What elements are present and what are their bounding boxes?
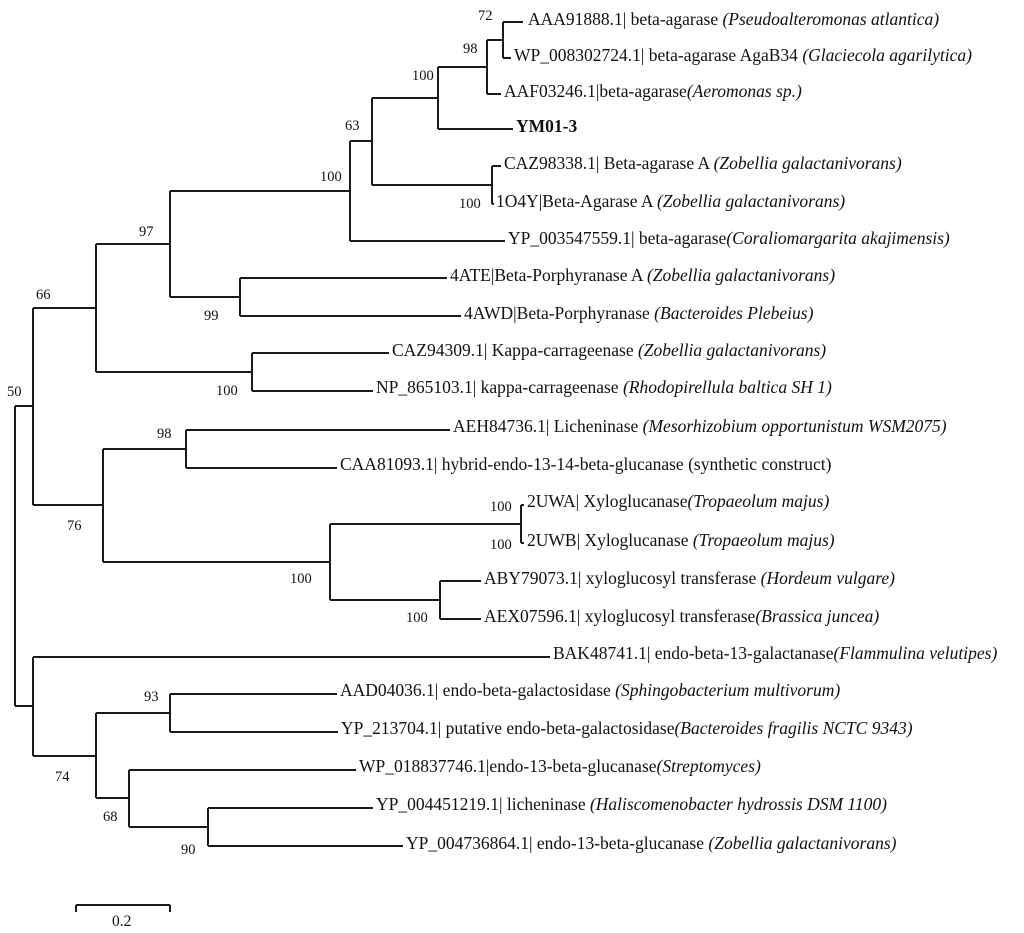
- taxon-label: [553, 645, 997, 663]
- taxon-label: [359, 758, 761, 776]
- taxon-species: (Pseudoalteromonas atlantica): [722, 9, 940, 29]
- taxon-name: Beta-agarase A: [599, 153, 710, 173]
- taxon-species: (Brassica juncea): [755, 606, 880, 626]
- taxon-species: (Flammulina velutipes): [833, 643, 998, 663]
- taxon-accession: WP_008302724.1|: [514, 45, 645, 65]
- taxon-accession: CAZ98338.1|: [504, 153, 600, 173]
- taxon-label: [464, 305, 813, 323]
- taxon-accession: AEH84736.1|: [453, 416, 550, 436]
- taxon-label-highlight: [516, 118, 577, 136]
- taxon-species: (Zobellia galactanivorans): [646, 265, 836, 285]
- taxon-species: (Tropaeolum majus): [687, 491, 830, 511]
- taxon-label: [392, 342, 826, 360]
- bootstrap-value: 63: [345, 118, 360, 134]
- bootstrap-value: 100: [459, 196, 481, 212]
- taxon-label: [406, 835, 897, 853]
- bootstrap-value: 100: [290, 571, 312, 587]
- bootstrap-value: 98: [463, 41, 478, 57]
- taxon-species: (Coraliomargarita akajimensis): [726, 228, 950, 248]
- taxon-accession: 2UWB|: [527, 530, 581, 550]
- taxon-label: [508, 230, 950, 248]
- taxon-accession: WP_018837746.1|endo-13-beta-glucanase: [359, 756, 657, 776]
- taxon-species: (Sphingobacterium multivorum): [615, 680, 841, 700]
- taxon-label: [514, 47, 972, 65]
- taxon-name: beta-agarase: [634, 228, 727, 248]
- taxon-accession: YM01-3: [516, 116, 578, 136]
- bootstrap-value: 100: [412, 68, 434, 84]
- taxon-name: endo-beta-13-galactanase: [650, 643, 834, 663]
- taxon-name: licheninase: [502, 794, 590, 814]
- taxon-accession: YP_004736864.1|: [406, 833, 533, 853]
- taxon-species: (Tropaeolum majus): [692, 530, 835, 550]
- taxon-name: xyloglucosyl transferase: [580, 606, 756, 626]
- taxon-accession: AAD04036.1|: [340, 680, 439, 700]
- scale-bar-label: 0.2: [112, 913, 132, 930]
- bootstrap-value: 50: [7, 384, 22, 400]
- bootstrap-value: 97: [139, 224, 154, 240]
- taxon-name: Licheninase: [549, 416, 643, 436]
- bootstrap-value: 98: [157, 426, 172, 442]
- taxon-label: [484, 608, 879, 626]
- taxon-name: xyloglucosyl transferase: [581, 568, 761, 588]
- taxon-label: [484, 570, 895, 588]
- taxon-accession: CAA81093.1|: [340, 454, 438, 474]
- taxon-label: [376, 379, 832, 397]
- taxon-name: endo-beta-galactosidase: [438, 680, 616, 700]
- bootstrap-value: 72: [478, 8, 493, 24]
- taxon-label: [527, 532, 835, 550]
- taxon-species: (Zobellia galactanivorans): [637, 340, 827, 360]
- taxon-label: [376, 796, 887, 814]
- bootstrap-value: 66: [36, 287, 51, 303]
- taxon-species: (Haliscomenobacter hydrossis DSM 1100): [589, 794, 887, 814]
- taxon-species: (Glaciecola agarilytica): [802, 45, 972, 65]
- taxon-accession: ABY79073.1|: [484, 568, 582, 588]
- taxon-label: [528, 11, 939, 29]
- bootstrap-value: 68: [103, 809, 118, 825]
- taxon-label: [504, 155, 902, 173]
- bootstrap-value: 100: [490, 499, 512, 515]
- bootstrap-value: 100: [490, 537, 512, 553]
- taxon-accession: BAK48741.1|: [553, 643, 651, 663]
- taxon-accession: YP_213704.1|: [341, 718, 442, 738]
- bootstrap-value: 100: [216, 383, 238, 399]
- taxon-label: [450, 267, 835, 285]
- bootstrap-value: 100: [406, 610, 428, 626]
- bootstrap-value: 90: [181, 842, 196, 858]
- bootstrap-value: 74: [55, 769, 70, 785]
- taxon-species: (Zobellia galactanivorans): [656, 191, 846, 211]
- taxon-label: [340, 456, 831, 474]
- taxon-species: (Mesorhizobium opportunistum WSM2075): [642, 416, 947, 436]
- taxon-name: Xyloglucanase: [580, 530, 693, 550]
- taxon-species: (Streptomyces): [656, 756, 761, 776]
- taxon-accession: 1O4Y|Beta-Agarase A: [496, 191, 653, 211]
- taxon-label: [340, 682, 840, 700]
- taxon-accession: AAF03246.1|beta-agarase: [504, 81, 687, 101]
- taxon-name: kappa-carrageenase: [476, 377, 623, 397]
- taxon-species: (Rhodopirellula baltica SH 1): [622, 377, 832, 397]
- taxon-species: (Aeromonas sp.): [686, 81, 802, 101]
- taxon-name: endo-13-beta-glucanase: [532, 833, 709, 853]
- taxon-name: Kappa-carrageenase: [487, 340, 638, 360]
- taxon-label: [527, 493, 829, 511]
- bootstrap-value: 99: [204, 308, 219, 324]
- taxon-name: putative endo-beta-galactosidase: [441, 718, 675, 738]
- bootstrap-value: 100: [320, 169, 342, 185]
- taxon-accession: AAA91888.1|: [528, 9, 627, 29]
- taxon-species: (Bacteroides Plebeius): [654, 303, 814, 323]
- taxon-name: beta-agarase: [626, 9, 723, 29]
- bootstrap-value: 93: [144, 689, 159, 705]
- taxon-label: [453, 418, 947, 436]
- taxon-name: Xyloglucanase: [579, 491, 688, 511]
- taxon-name: hybrid-endo-13-14-beta-glucanase: [437, 454, 689, 474]
- taxon-species: (Zobellia galactanivorans): [708, 833, 897, 853]
- taxon-accession: YP_003547559.1|: [508, 228, 635, 248]
- bootstrap-value: 76: [67, 518, 82, 534]
- taxon-species: (Hordeum vulgare): [760, 568, 895, 588]
- taxon-label: [341, 720, 913, 738]
- taxon-accession: 2UWA|: [527, 491, 580, 511]
- taxon-accession: CAZ94309.1|: [392, 340, 488, 360]
- taxon-accession: 4AWD|Beta-Porphyranase: [464, 303, 655, 323]
- taxon-species: (Bacteroides fragilis NCTC 9343): [674, 718, 913, 738]
- taxon-label: [496, 193, 845, 211]
- taxon-species: (synthetic construct): [688, 454, 832, 474]
- taxon-accession: NP_865103.1|: [376, 377, 477, 397]
- taxon-accession: 4ATE|Beta-Porphyranase A: [450, 265, 647, 285]
- taxon-label: [504, 83, 802, 101]
- taxon-name: beta-agarase AgaB34: [644, 45, 803, 65]
- taxon-species: (Zobellia galactanivorans): [713, 153, 902, 173]
- taxon-accession: AEX07596.1|: [484, 606, 581, 626]
- taxon-accession: YP_004451219.1|: [376, 794, 503, 814]
